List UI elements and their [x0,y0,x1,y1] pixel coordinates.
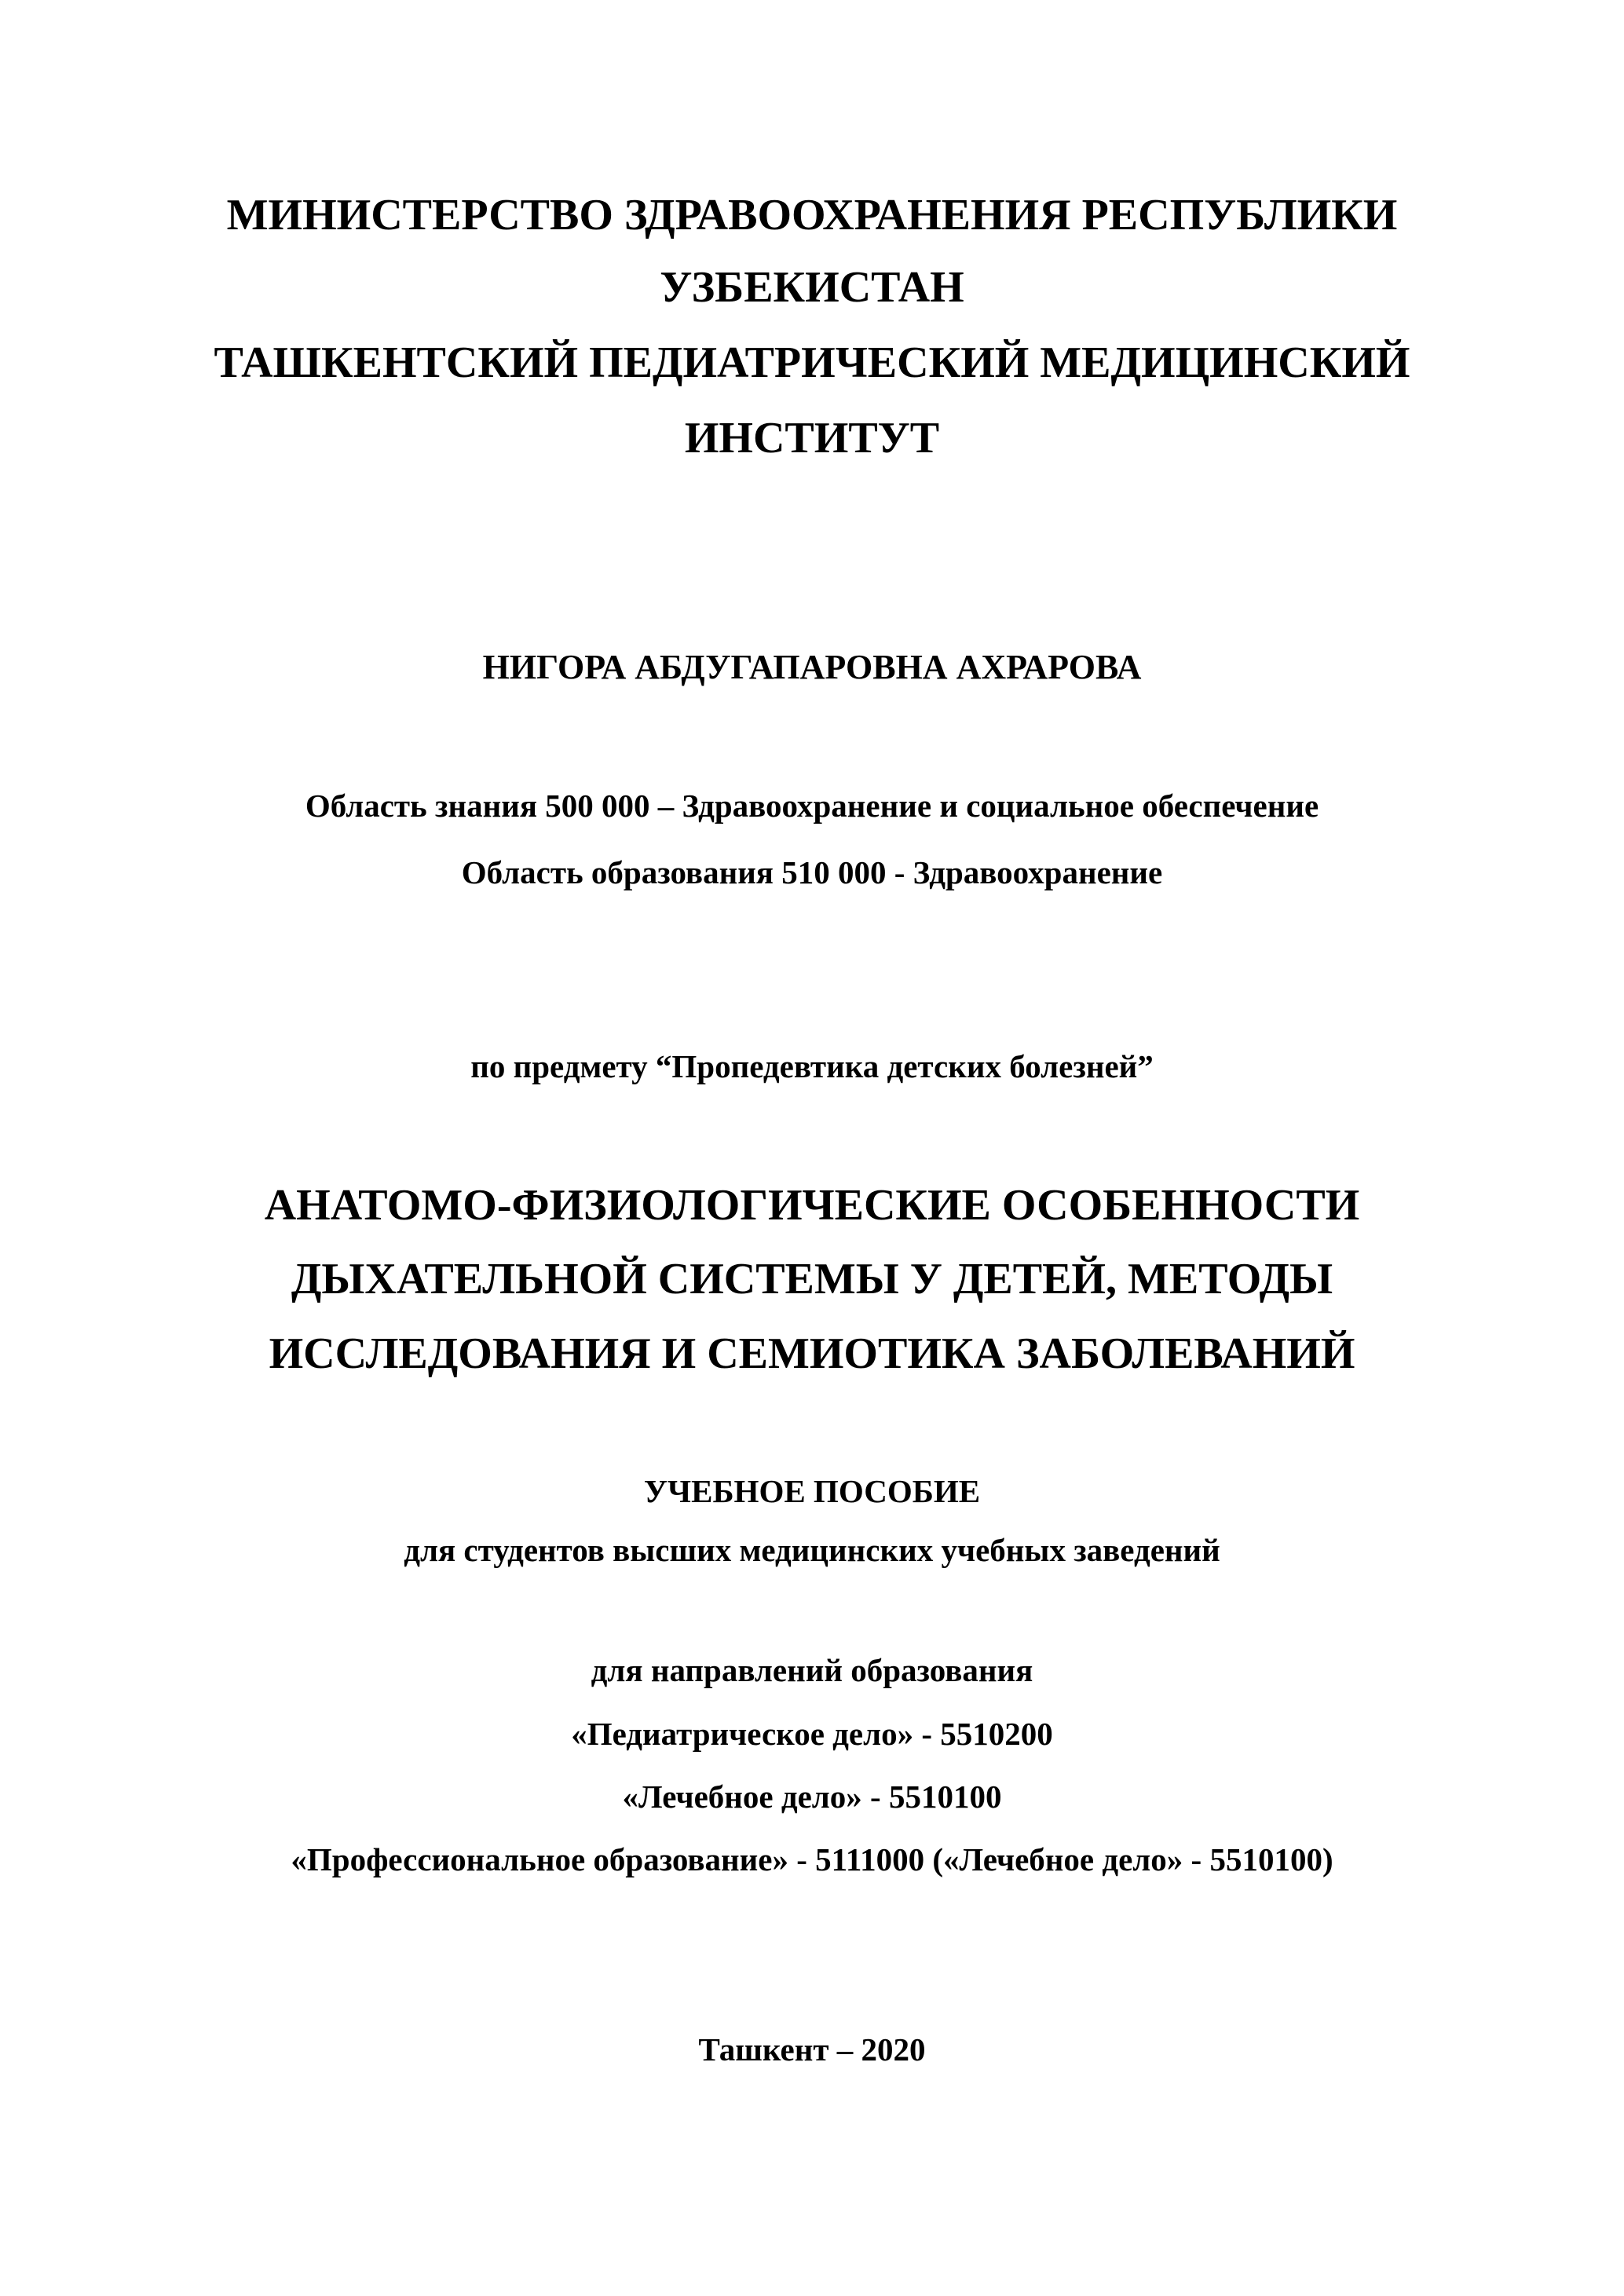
textbook-type: УЧЕБНОЕ ПОСОБИЕ [643,1473,981,1509]
author-name: НИГОРА АБДУГАПАРОВНА АХРАРОВА [482,648,1142,686]
direction-item: «Педиатрическое дело» - 5510200 [571,1716,1053,1752]
book-title-line-1: АНАТОМО-ФИЗИОЛОГИЧЕСКИЕ ОСОБЕННОСТИ [264,1181,1360,1230]
ministry-line-2: УЗБЕКИСТАН [660,263,964,312]
book-title-line-3: ИССЛЕДОВАНИЯ И СЕМИОТИКА ЗАБОЛЕВАНИЙ [269,1329,1355,1378]
directions-intro: для направлений образования [591,1652,1033,1688]
education-field: Область образования 510 000 - Здравоохранение [461,854,1163,890]
textbook-audience: для студентов высших медицинских учебных заведений [404,1532,1220,1568]
direction-item: «Профессиональное образование» - 5111000 («Лечебное дело» - 5510100) [291,1841,1333,1877]
institute-line-1: ТАШКЕНТСКИЙ ПЕДИАТРИЧЕСКИЙ МЕДИЦИНСКИЙ [214,338,1410,387]
place-year: Ташкент – 2020 [698,2031,926,2067]
ministry-line-1: МИНИСТЕРСТВО ЗДРАВООХРАНЕНИЯ РЕСПУБЛИКИ [226,191,1398,239]
book-title-line-2: ДЫХАТЕЛЬНОЙ СИСТЕМЫ У ДЕТЕЙ, МЕТОДЫ [291,1255,1333,1303]
institute-line-2: ИНСТИТУТ [684,414,940,462]
direction-item: «Лечебное дело» - 5510100 [622,1779,1002,1815]
subject-line: по предмету “Пропедевтика детских болезней” [470,1048,1154,1084]
knowledge-field: Область знания 500 000 – Здравоохранение и социальное обеспечение [305,788,1319,824]
